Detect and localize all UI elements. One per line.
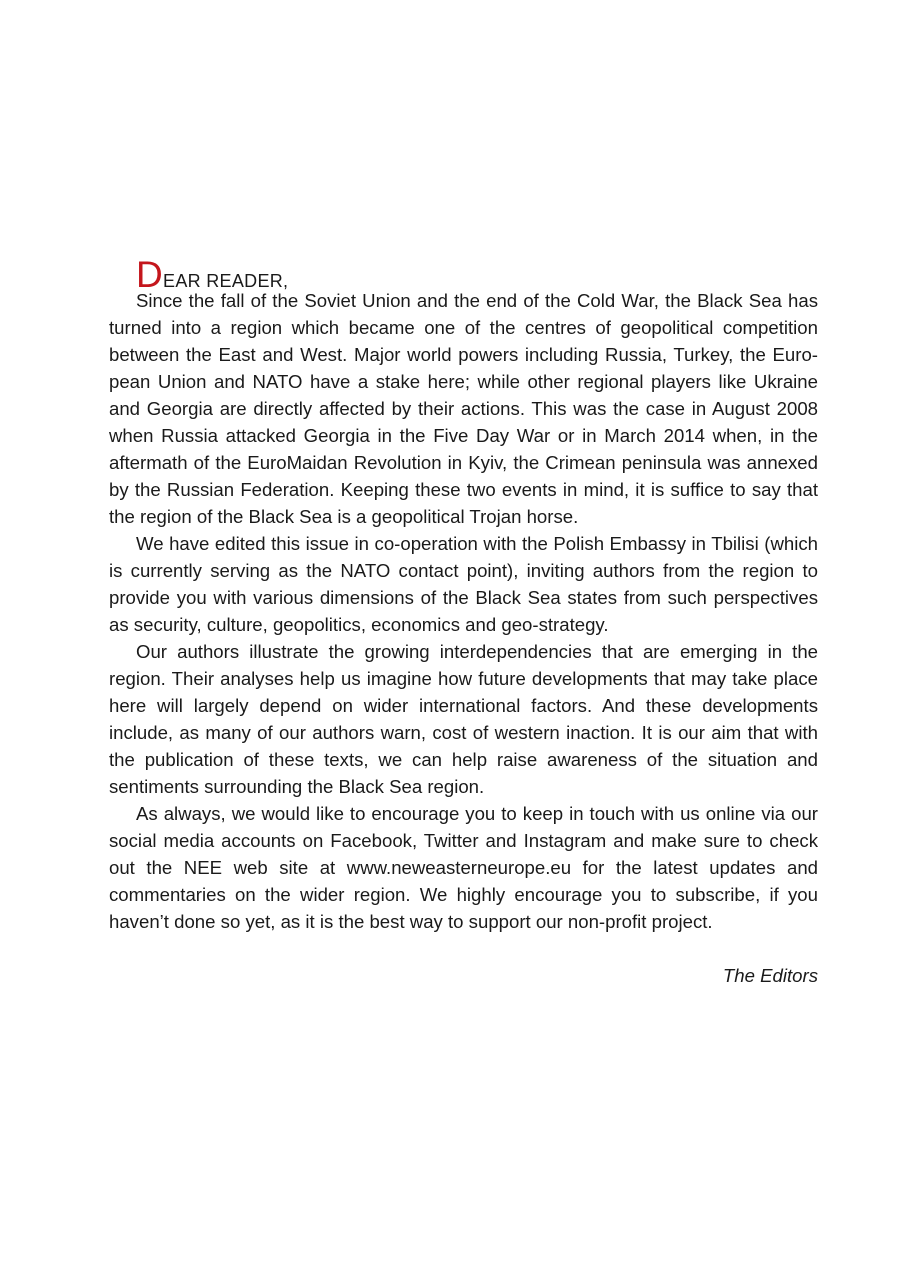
paragraph-2: We have edited this issue in co-operation with the Polish Embassy in Tbilisi (which is currently serving as the NATO contact point), inviting authors from the region to provide you with various dimensions of the Black Sea states from such perspectives as security, culture, geopolitics, economics and geo-strategy. (109, 533, 818, 635)
paragraph-3: Our authors illustrate the growing interdependencies that are emerging in the region. Their analyses help us imagine how future developments that may take place here will largely depend on wider international factors. And these developments include, as many of our authors warn, cost of western inaction. It is our aim that with the publication of these texts, we can help raise awareness of the situation and sentiments surrounding the Black Sea region. (109, 641, 818, 797)
signature: The Editors (722, 965, 818, 986)
editorial-letter (109, 254, 818, 989)
paragraph-4: As always, we would like to encourage you to keep in touch with us online via our social media accounts on Facebook, Twitter and Instagram and make sure to check out the NEE web site at www.neweasterneurope.eu for the latest updates and commentaries on the wider region. We highly encourage you to subscribe, if you haven’t done so yet, as it is the best way to support our non-profit project. (109, 803, 818, 932)
salutation-text: EAR READER, (163, 271, 289, 291)
paragraph-1: Since the fall of the Soviet Union and the end of the Cold War, the Black Sea has turned into a region which became one of the centres of geopolitical competition between the East and West. Major world powers including Russia, Turkey, the European Union and NATO have a stake here; while other regional players like Ukraine and Georgia are directly affected by their actions. This was the case in August 2008 when Russia attacked Georgia in the Five Day War or in March 2014 when, in the aftermath of the EuroMaidan Revolution in Kyiv, the Crimean peninsula was annexed by the Russian Federation. Keeping these two events in mind, it is suffice to say that the region of the Black Sea is a geopolitical Trojan horse. (109, 290, 818, 527)
drop-cap: D (136, 254, 164, 295)
